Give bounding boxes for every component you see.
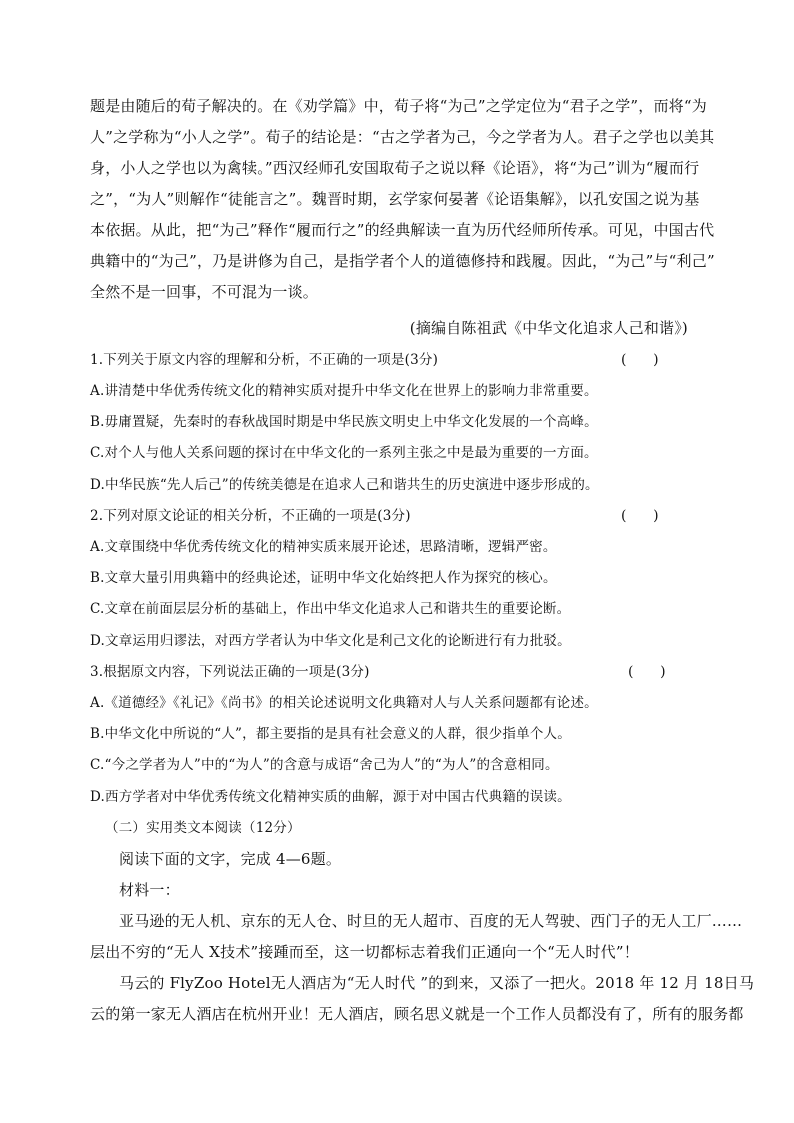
material-line: 马云的 FlyZoo Hotel无人酒店为“无人时代 ”的到来，又添了一把火。2018 年 12 月 18日马 <box>119 974 755 992</box>
question-option: D.西方学者对中华优秀传统文化精神实质的曲解，源于对中国古代典籍的误读。 <box>90 789 571 805</box>
material-label: 材料一： <box>119 881 180 899</box>
question-option: D.中华民族“先人后己”的传统美德是在追求人己和谐共生的历史演进中逐步形成的。 <box>90 477 599 493</box>
question-stem: 1.下列关于原文内容的理解和分析，不正确的一项是(3分) <box>90 352 439 368</box>
answer-bracket: ( ) <box>628 664 666 680</box>
answer-bracket: ( ) <box>621 352 659 368</box>
passage-line: 之”，“为人”则解作“徒能言之”。魏晋时期，玄学家何晏著《论语集解》，以孔安国之说为基 <box>90 190 700 208</box>
question-option: C.文章在前面层层分析的基础上，作出中华文化追求人己和谐共生的重要论断。 <box>90 601 571 617</box>
question-stem: 3.根据原文内容，下列说法正确的一项是(3分) <box>90 664 370 680</box>
material-line: 层出不穷的“无人 X技术”接踵而至，这一切都标志着我们正通向一个“无人时代”！ <box>90 943 639 961</box>
question-option: C.“今之学者为人”中的“为人”的含意与成语“舍己为人”的“为人”的含意相同。 <box>90 757 559 773</box>
material-line: 亚马逊的无人机、京东的无人仓、时旦的无人超市、百度的无人驾驶、西门子的无人工厂…… <box>119 912 743 930</box>
question-option: B.中华文化中所说的“人”，都主要指的是具有社会意义的人群，很少指单个人。 <box>90 726 571 742</box>
question-option: D.文章运用归谬法，对西方学者认为中华文化是利己文化的论断进行有力批驳。 <box>90 633 571 649</box>
passage-line: 本依据。从此，把“为己”释作“履而行之”的经典解读一直为历代经师所传承。可见，中国古代 <box>90 221 715 239</box>
answer-bracket: ( ) <box>621 508 659 524</box>
question-option: B.毋庸置疑，先秦时的春秋战国时期是中华民族文明史上中华文化发展的一个高峰。 <box>90 414 598 430</box>
question-option: A.《道德经》《礼记》《尚书》的相关论述说明文化典籍对人与人关系问题都有论述。 <box>90 695 598 711</box>
section-heading: （二）实用类文本阅读（12分） <box>105 820 301 836</box>
question-option: A.讲清楚中华优秀传统文化的精神实质对提升中华文化在世界上的影响力非常重要。 <box>90 383 598 399</box>
material-line: 云的第一家无人酒店在杭州开业！无人酒店，顾名思义就是一个工作人员都没有了，所有的服务都 <box>90 1005 744 1023</box>
passage-line: 身，小人之学也以为禽犊。”西汉经师孔安国取荀子之说以释《论语》，将“为己”训为“履而行 <box>90 159 700 177</box>
passage-source: (摘编自陈祖武《中华文化追求人己和谐》) <box>409 319 688 337</box>
question-option: B.文章大量引用典籍中的经典论述，证明中华文化始终把人作为探究的核心。 <box>90 570 557 586</box>
question-option: C.对个人与他人关系问题的探讨在中华文化的一系列主张之中是最为重要的一方面。 <box>90 445 598 461</box>
passage-line: 全然不是一回事，不可混为一谈。 <box>90 283 319 301</box>
passage-line: 人”之学称为“小人之学”。荀子的结论是：“古之学者为己，今之学者为人。君子之学也以美其 <box>90 128 715 146</box>
question-option: A.文章围绕中华优秀传统文化的精神实质来展开论述，思路清晰，逻辑严密。 <box>90 539 557 555</box>
section-instruction: 阅读下面的文字，完成 4—6题。 <box>119 850 342 868</box>
passage-line: 题是由随后的荀子解决的。在《劝学篇》中，荀子将“为己”之学定位为“君子之学”，而将“为 <box>90 97 707 115</box>
question-stem: 2.下列对原文论证的相关分析，不正确的一项是(3分) <box>90 508 411 524</box>
passage-line: 典籍中的“为己”，乃是讲修为自己，是指学者个人的道德修持和践履。因此，“为己”与“利己” <box>90 252 715 270</box>
